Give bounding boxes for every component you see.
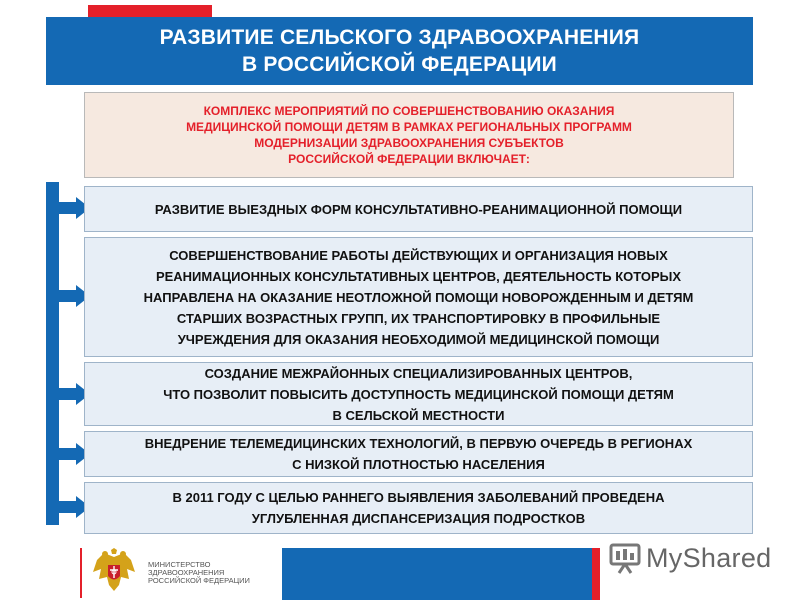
measure-item-interdistrict-centers: [84, 362, 753, 426]
ministry-label-line: РОССИЙСКОЙ ФЕДЕРАЦИИ: [148, 576, 250, 585]
title-banner: [46, 17, 753, 85]
measure-item-resuscitation-centers: [84, 237, 753, 357]
double-headed-eagle-emblem-icon: [88, 548, 140, 598]
intro-line: КОМПЛЕКС МЕРОПРИЯТИЙ ПО СОВЕРШЕНСТВОВАНИЮ ОКАЗАНИЯ: [203, 104, 615, 118]
measure-item-outreach: [84, 186, 753, 232]
intro-line: МЕДИЦИНСКОЙ ПОМОЩИ ДЕТЯМ В РАМКАХ РЕГИОНАЛЬНЫХ ПРОГРАММ: [186, 120, 632, 134]
item-text-line: В 2011 ГОДУ С ЦЕЛЬЮ РАННЕГО ВЫЯВЛЕНИЯ ЗАБОЛЕВАНИЙ ПРОВЕДЕНА: [172, 490, 665, 505]
intro-line: МОДЕРНИЗАЦИИ ЗДРАВООХРАНЕНИЯ СУБЪЕКТОВ: [254, 136, 564, 150]
top-red-accent: [88, 5, 212, 17]
footer-red-block: [592, 548, 600, 600]
item-text-line: СТАРШИХ ВОЗРАСТНЫХ ГРУПП, ИХ ТРАНСПОРТИРОВКУ В ПРОФИЛЬНЫЕ: [176, 310, 661, 326]
intro-box: [84, 92, 734, 178]
ministry-label: [148, 561, 278, 585]
watermark: [608, 538, 771, 578]
intro-line: РОССИЙСКОЙ ФЕДЕРАЦИИ ВКЛЮЧАЕТ:: [288, 152, 530, 166]
ministry-label-line: ЗДРАВООХРАНЕНИЯ: [148, 568, 225, 577]
item-text-line: УЧРЕЖДЕНИЯ ДЛЯ ОКАЗАНИЯ НЕОБХОДИМОЙ МЕДИЦИНСКОЙ ПОМОЩИ: [177, 331, 660, 347]
item-text-line: СОЗДАНИЕ МЕЖРАЙОННЫХ СПЕЦИАЛИЗИРОВАННЫХ ЦЕНТРОВ,: [204, 365, 633, 381]
footer-red-divider: [80, 548, 82, 598]
item-text-line: УГЛУБЛЕННАЯ ДИСПАНСЕРИЗАЦИЯ ПОДРОСТКОВ: [251, 511, 586, 526]
title-line-2: В РОССИЙСКОЙ ФЕДЕРАЦИИ: [242, 53, 557, 76]
presentation-board-icon: [608, 542, 642, 574]
vertical-connector-bar: [46, 182, 59, 525]
item-text-line: ЧТО ПОЗВОЛИТ ПОВЫСИТЬ ДОСТУПНОСТЬ МЕДИЦИНСКОЙ ПОМОЩИ ДЕТЯМ: [163, 386, 674, 402]
footer-blue-block: [282, 548, 598, 600]
item-text-line: РАЗВИТИЕ ВЫЕЗДНЫХ ФОРМ КОНСУЛЬТАТИВНО-РЕАНИМАЦИОННОЙ ПОМОЩИ: [154, 201, 683, 217]
item-text-line: В СЕЛЬСКОЙ МЕСТНОСТИ: [332, 407, 505, 423]
measure-item-screening: [84, 482, 753, 534]
measure-item-telemedicine: [84, 431, 753, 477]
watermark-text: MyShared: [646, 542, 772, 573]
item-text-line: ВНЕДРЕНИЕ ТЕЛЕМЕДИЦИНСКИХ ТЕХНОЛОГИЙ, В ПЕРВУЮ ОЧЕРЕДЬ В РЕГИОНАХ: [144, 436, 693, 451]
title-line-1: РАЗВИТИЕ СЕЛЬСКОГО ЗДРАВООХРАНЕНИЯ: [159, 26, 640, 49]
item-text-line: СОВЕРШЕНСТВОВАНИЕ РАБОТЫ ДЕЙСТВУЮЩИХ И ОРГАНИЗАЦИЯ НОВЫХ: [169, 247, 668, 263]
item-text-line: РЕАНИМАЦИОННЫХ КОНСУЛЬТАТИВНЫХ ЦЕНТРОВ, ДЕЯТЕЛЬНОСТЬ КОТОРЫХ: [155, 268, 682, 284]
item-text-line: С НИЗКОЙ ПЛОТНОСТЬЮ НАСЕЛЕНИЯ: [292, 457, 545, 472]
ministry-label-line: МИНИСТЕРСТВО: [148, 560, 211, 569]
item-text-line: НАПРАВЛЕНА НА ОКАЗАНИЕ НЕОТЛОЖНОЙ ПОМОЩИ НОВОРОЖДЕННЫМ И ДЕТЯМ: [143, 289, 694, 305]
